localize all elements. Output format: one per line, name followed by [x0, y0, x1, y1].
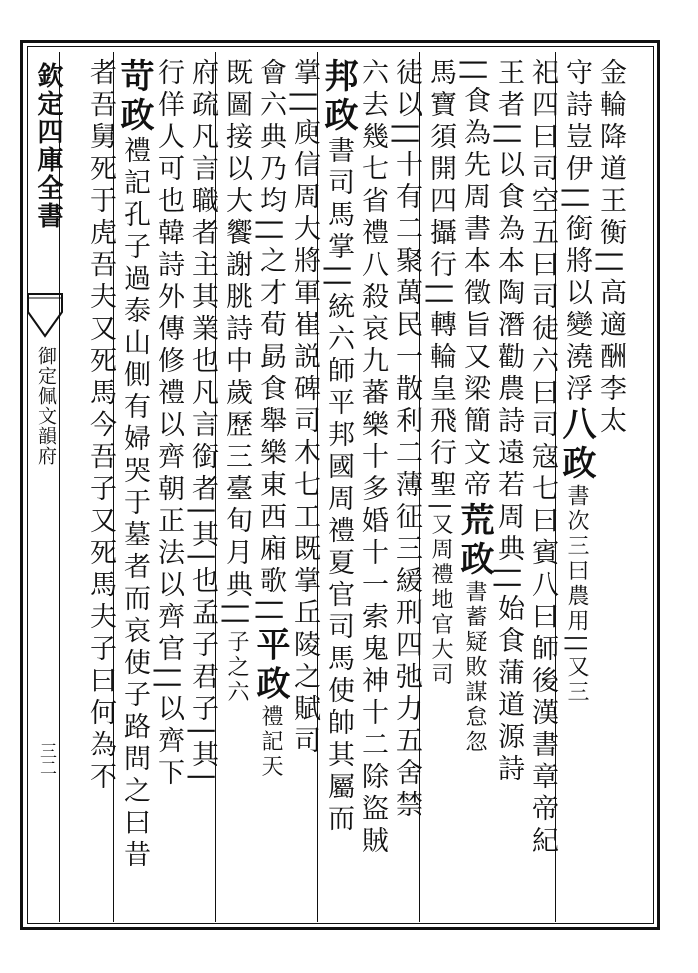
entry-heading: 平政 — [250, 626, 290, 705]
column-text: 馬寶須開四攝行||轉輪皇飛行聖 — [425, 58, 456, 503]
column-text: 書次三曰農用||又三 — [564, 484, 589, 706]
column-text: 禮記天 — [258, 704, 283, 780]
column-text: 金輪降道王衡||高適酬李太 — [595, 58, 626, 439]
text-column — [78, 58, 122, 918]
entry-heading: 苛政 — [114, 58, 154, 136]
column-text: 守詩豈伊||銜將以變澆浮 — [561, 58, 592, 407]
column-text: 會六典乃均||之才荀勗食舉樂東西廂歌|| — [255, 58, 286, 627]
entry-heading: 邦政 — [318, 58, 358, 136]
column-text: 既圖接以大饗謝朓詩中歲歷三臺旬月典|| — [221, 58, 252, 631]
column-text: 掌||庾信周大將軍崔説碑司木七工既掌丘陵之賦司 — [289, 58, 320, 759]
entry-heading: 荒政 — [454, 502, 494, 581]
fishtail-mark-icon — [26, 292, 64, 338]
column-text: 六去幾七省禮八殺哀九蕃樂十多婚十一索鬼神十二除盜賊 — [357, 58, 388, 858]
column-text: 行佯人可也韓詩外傳修禮以齊朝正法以齊官||以齊下 — [153, 58, 184, 791]
column-text: 王者||以食為本陶潛勸農詩遠若周典||始食蒲道源詩 — [493, 58, 524, 787]
book-subtitle: 御定佩文韻府 — [35, 346, 57, 466]
column-text: 府疏凡言職者主其業也凡言銜者|其|也孟子君子|其| — [187, 58, 218, 787]
book-title: 欽定四庫全書 — [33, 62, 63, 230]
entry-heading: 八政 — [556, 406, 596, 485]
column-text: ||食為先周書本徵旨又梁簡文帝 — [459, 58, 490, 503]
column-text: 禮記孔子過泰山側有婦哭于墓者而哀使子路問之曰昔 — [119, 136, 150, 872]
column-text: 書蓄疑敗謀怠忽 — [462, 580, 487, 756]
column-text: 徒以||十有二聚萬民一散利二薄征三緩刑四弛力五舍禁 — [391, 58, 422, 823]
column-text: 子之六 — [224, 630, 249, 706]
column-text: 者吾舅死于虎吾夫又死馬今吾子又死馬夫子曰何為不 — [85, 58, 116, 794]
column-text: |又周禮地官大司 — [428, 502, 453, 688]
column-text: 書司馬掌||統六師平邦國周禮夏官司馬使帥其屬而 — [323, 136, 354, 837]
page-number: 三二 — [36, 742, 56, 776]
column-text: 祀四曰司空五曰司徒六曰司寇七曰賓八曰師後漢書章帝紀 — [527, 58, 558, 858]
